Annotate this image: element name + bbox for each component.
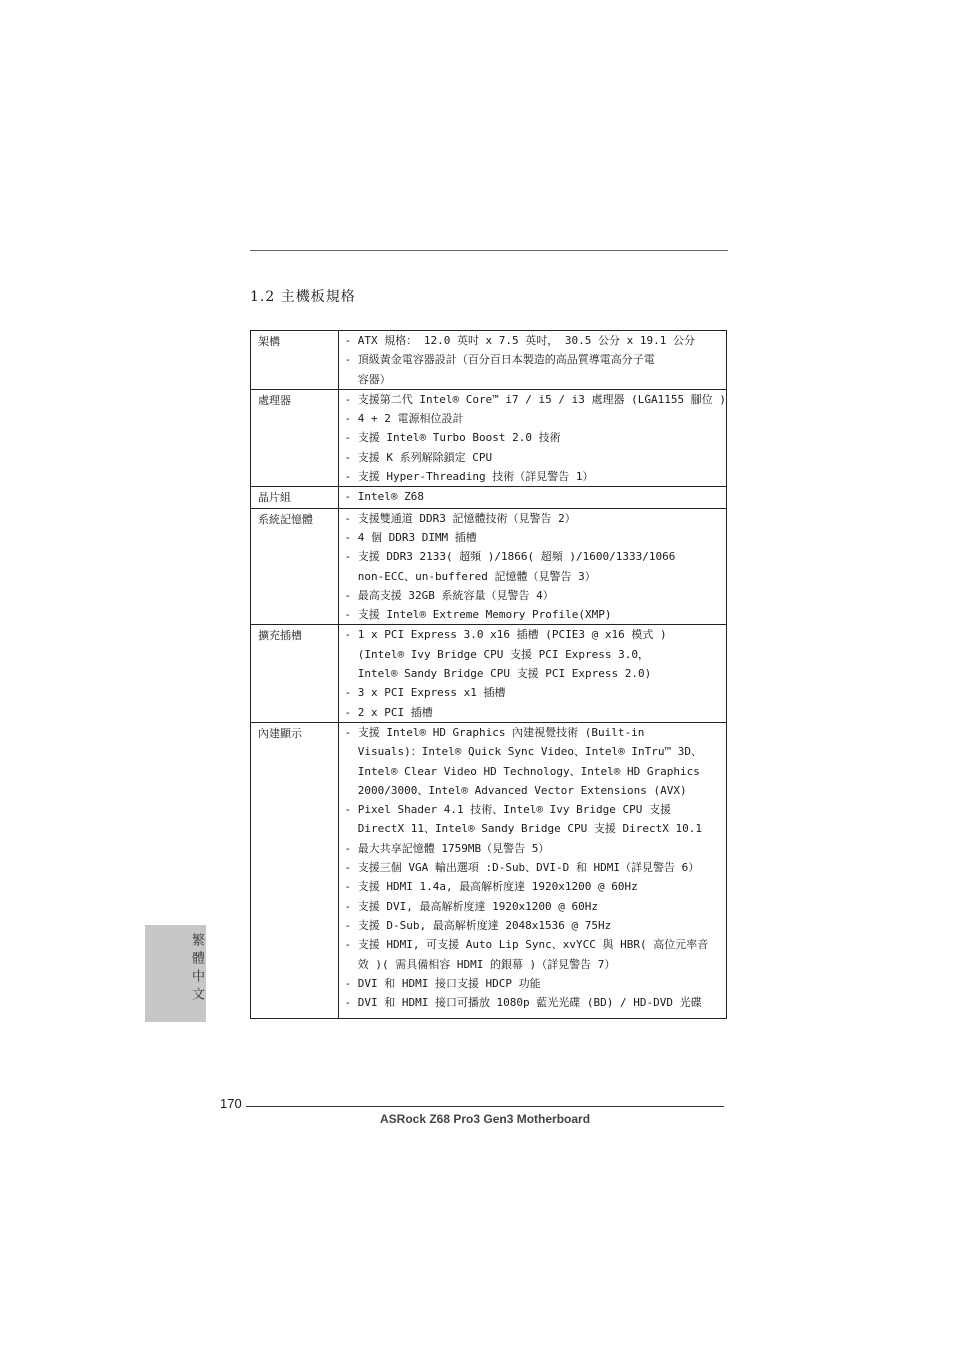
language-tab <box>145 925 206 1022</box>
spec-line: - 支援 DVI, 最高解析度達 1920x1200 @ 60Hz <box>344 899 599 913</box>
spec-line: - DVI 和 HDMI 接口可播放 1080p 藍光光碟 (BD) / HD-DVD 光碟 <box>344 996 702 1010</box>
spec-line: - 最大共享記憶體 1759MB（見警告 5） <box>344 841 550 855</box>
footer-product-name: ASRock Z68 Pro3 Gen3 Motherboard <box>380 1112 591 1126</box>
spec-line: - 支援 Intel® Extreme Memory Profile(XMP) <box>344 608 612 622</box>
spec-line: - 最高支援 32GB 系統容量（見警告 4） <box>344 588 554 602</box>
spec-line: - 支援 Intel® HD Graphics 內建視覺技術 (Built-in <box>344 725 645 739</box>
spec-values <box>339 722 727 1018</box>
spec-values <box>339 508 727 625</box>
spec-line: - 2 x PCI 插槽 <box>344 705 433 719</box>
section-title: 1.2 主機板規格 <box>250 289 356 305</box>
spec-line: - 4 個 DDR3 DIMM 插槽 <box>344 530 477 544</box>
spec-category: 系統記憶體 <box>251 508 339 625</box>
spec-line: - 頂級黃金電容器設計（百分百日本製造的高品質導電高分子電 <box>344 353 655 367</box>
spec-category: 內建顯示 <box>251 722 339 1018</box>
spec-row <box>251 722 727 1018</box>
spec-line: - 支援雙通道 DDR3 記憶體技術（見警告 2） <box>344 511 576 525</box>
spec-category: 處理器 <box>251 389 339 486</box>
spec-line: Intel® Sandy Bridge CPU 支援 PCI Express 2.0) <box>344 667 652 681</box>
spec-line: - 4 + 2 電源相位設計 <box>344 412 464 426</box>
spec-category: 晶片組 <box>251 487 339 508</box>
spec-line: - ATX 規格： 12.0 英吋 x 7.5 英吋， 30.5 公分 x 19.1 公分 <box>344 334 696 347</box>
spec-values <box>339 389 727 486</box>
spec-category: 架構 <box>251 331 339 390</box>
spec-values <box>339 331 727 390</box>
spec-line: - 支援 DDR3 2133( 超頻 )/1866( 超頻 )/1600/1333/1066 <box>344 550 676 564</box>
spec-row <box>251 389 727 486</box>
spec-line: non-ECC、un-buffered 記憶體（見警告 3） <box>344 569 596 583</box>
spec-line: - 支援 Intel® Turbo Boost 2.0 技術 <box>344 431 561 445</box>
spec-line: 容器） <box>344 372 391 386</box>
spec-line: - 支援 K 系列解除鎖定 CPU <box>344 450 493 464</box>
spec-line: (Intel® Ivy Bridge CPU 支援 PCI Express 3.0， <box>344 647 649 661</box>
spec-line: - 3 x PCI Express x1 插槽 <box>344 686 506 700</box>
spec-line: 效 )( 需具備相容 HDMI 的銀幕 )（詳見警告 7） <box>344 957 616 971</box>
spec-line: 2000/3000、Intel® Advanced Vector Extensions (AVX) <box>344 783 687 797</box>
top-divider <box>250 250 728 251</box>
spec-table <box>250 330 727 1019</box>
spec-line: - 支援三個 VGA 輸出選項 :D-Sub、DVI-D 和 HDMI（詳見警告 6） <box>344 861 700 875</box>
spec-line: Visuals)：Intel® Quick Sync Video、Intel® InTru™ 3D、 <box>344 745 702 759</box>
spec-line: - 支援 HDMI, 可支援 Auto Lip Sync、xvYCC 與 HBR( 高位元率音 <box>344 938 709 952</box>
spec-line: DirectX 11、Intel® Sandy Bridge CPU 支援 DirectX 10.1 <box>344 822 702 836</box>
spec-row <box>251 625 727 722</box>
spec-row <box>251 508 727 625</box>
spec-row <box>251 487 727 508</box>
language-tab-label: 繁體中文 <box>189 933 204 1005</box>
spec-line: - DVI 和 HDMI 接口支援 HDCP 功能 <box>344 976 541 990</box>
spec-category: 擴充插槽 <box>251 625 339 722</box>
page-number: 170 <box>220 1096 242 1111</box>
spec-line: - 支援第二代 Intel® Core™ i7 / i5 / i3 處理器 (LGA1155 腳位 ) <box>344 392 726 406</box>
spec-line: - Intel® Z68 <box>344 490 424 504</box>
footer-divider <box>246 1106 724 1107</box>
spec-line: Intel® Clear Video HD Technology、Intel® HD Graphics <box>344 764 700 778</box>
spec-values <box>339 625 727 722</box>
spec-line: - 1 x PCI Express 3.0 x16 插槽 (PCIE3 @ x16 模式 ) <box>344 628 667 642</box>
spec-row <box>251 331 727 390</box>
spec-values <box>339 487 727 508</box>
spec-line: - Pixel Shader 4.1 技術、Intel® Ivy Bridge CPU 支援 <box>344 803 671 817</box>
spec-line: - 支援 D-Sub, 最高解析度達 2048x1536 @ 75Hz <box>344 918 612 932</box>
spec-line: - 支援 Hyper-Threading 技術（詳見警告 1） <box>344 470 594 484</box>
spec-line: - 支援 HDMI 1.4a, 最高解析度達 1920x1200 @ 60Hz <box>344 880 638 894</box>
